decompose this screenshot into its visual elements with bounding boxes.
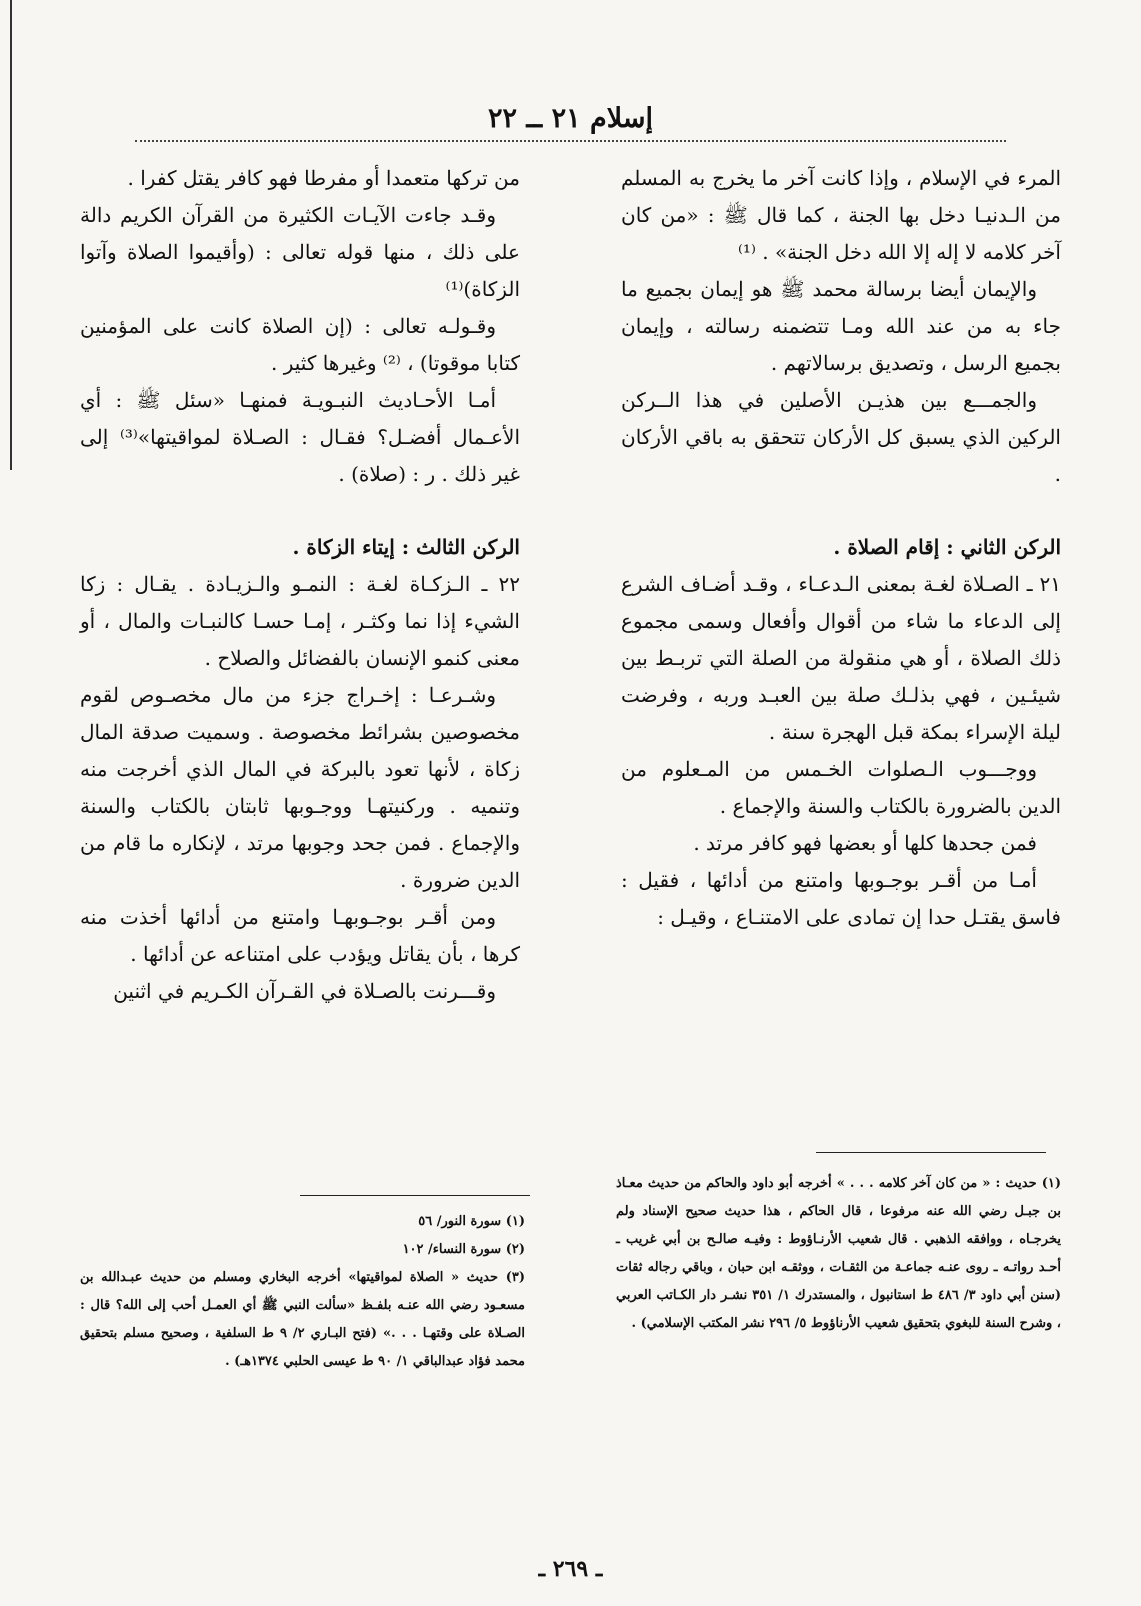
paragraph: والإيمان أيضا برسالة محمد ﷺ هو إيمان بجميع ما جاء به من عند الله ومـا تتضمنه رسالته ، وإيمان بجميع الرسل ، وتصديق برسالاتهم . <box>621 277 1061 375</box>
paragraph: وقـــرنت بالصـلاة في القـرآن الكـريم في اثنين <box>113 979 496 1003</box>
paragraph: من تركها متعمدا أو مفرطا فهو كافر يقتل كفرا . <box>127 166 520 190</box>
paragraph: والجمـــع بين هذيـن الأصلين في هذا الــركن الركين الذي يسبق كل الأركان تتحقق به باقي الأركان . <box>621 388 1061 486</box>
footnotes-left <box>80 1208 525 1376</box>
paragraph: وشـرعـا : إخـراج جزء من مال مخصـوص لقوم مخصوصين بشرائط مخصوصة . وسميت صدقة المال زكاة ، لأنها تعود بالبركة في المال الذي أخرجت منه وتنميه . وركنيتهـا ووجـوبها ثابتان بالكتاب والسنة والإجماع . فمن جحد وجوبها مرتد ، لإنكاره ما قام من الدين ضرورة . <box>80 683 520 892</box>
paragraph: المرء في الإسلام ، وإذا كانت آخر ما يخرج به المسلم من الـدنيـا دخل بها الجنة ، كما قال ﷺ : «من كان آخر كلامه لا إله إلا الله دخل الجنة» . ⁽¹⁾ <box>621 166 1061 264</box>
footnotes-right <box>616 1170 1061 1338</box>
footnote: (٣) حديث « الصلاة لمواقيتها» أخرجه البخاري ومسلم من حديث عبـدالله بن مسعـود رضي الله عنـه بلفـظ «سألت النبي ﷺ أي العمـل أحب إلى الله؟ قال : الصـلاة على وقتهـا . . .» (فتح البـاري ٢/ ٩ ط السلفية ، وصحيح مسلم بتحقيق محمد فؤاد عبدالباقي ١/ ٩٠ ط عيسى الحلبي ١٣٧٤هـ) . <box>80 1270 525 1369</box>
page-number: ـ ٢٦٩ ـ <box>538 1556 603 1582</box>
footnote-rule-right <box>816 1152 1046 1153</box>
footnote: (١) سورة النور/ ٥٦ <box>418 1214 525 1229</box>
section-heading: الركن الثاني : إقام الصلاة . <box>833 535 1061 559</box>
paragraph-gap <box>621 493 1061 529</box>
paragraph: ووجـــوب الـصلوات الخـمس من المـعلوم من الدين بالضرورة بالكتاب والسنة والإجماع . <box>621 757 1061 818</box>
paragraph: وقـولـه تعالى : (إن الصلاة كانت على المؤمنين كتابا موقوتا) ، ⁽²⁾ وغيرها كثير . <box>80 314 520 375</box>
footnote-rule-left <box>300 1195 530 1196</box>
section-heading: الركن الثالث : إيتاء الزكاة . <box>292 535 520 559</box>
page-header: إسلام ٢١ ــ ٢٢ <box>487 103 653 134</box>
paragraph: أمـا الأحـاديث النبـويـة فمنهـا «سئل ﷺ : أي الأعـمال أفضـل؟ فقـال : الصـلاة لمواقيتها»⁽³⁾ إلى غير ذلك . ر : (صلاة) . <box>80 388 520 486</box>
scan-edge-line <box>10 0 12 470</box>
paragraph: ومن أقـر بوجـوبهـا وامتنع من أدائها أخذت منه كرها ، بأن يقاتل ويؤدب على امتناعه عن أدائها . <box>80 905 520 966</box>
right-column <box>621 160 1061 936</box>
left-column <box>80 160 520 1010</box>
paragraph: ٢١ ـ الصـلاة لغـة بمعنى الـدعـاء ، وقـد أضـاف الشرع إلى الدعاء ما شاء من أقوال وأفعال وسمى مجموع ذلك الصلاة ، أو هي منقولة من الصلة التي تربـط بين شيئـين ، فهي بذلـك صلة بين العبـد وربه ، وفرضت ليلة الإسراء بمكة قبل الهجرة سنة . <box>621 572 1061 744</box>
footnote: (٢) سورة النساء/ ١٠٢ <box>402 1242 525 1257</box>
header-dotted-rule <box>135 140 1006 142</box>
paragraph: أمـا من أقـر بوجـوبها وامتنع من أدائها ، فقيل : فاسق يقتـل حدا إن تمادى على الامتنـاع ، وقيـل : <box>621 868 1061 929</box>
paragraph-gap <box>80 493 520 529</box>
footnote: (١) حديث : « من كان آخر كلامه . . . » أخرجه أبو داود والحاكم من حديث معـاذ بن جبـل رضي الله عنه مرفوعا ، قال الحاكم ، هذا حديث صحيح الإسناد ولم يخرجـاه ، ووافقه الذهبي . قال شعيب الأرنـاؤوط : وفيـه صالـح بن أبي غريب ـ أحـد رواتـه ـ روى عنـه جماعـة من الثقـات ، ووثقـه ابن حبان ، وباقي رجاله ثقات (سنن أبي داود ٣/ ٤٨٦ ط استانبول ، والمستدرك ١/ ٣٥١ نشـر دار الكـاتب العربي ، وشرح السنة للبغوي بتحقيق شعيب الأرناؤوط ٥/ ٢٩٦ نشر المكتب الإسلامي) . <box>616 1176 1061 1331</box>
paragraph: ٢٢ ـ الـزكـاة لغـة : النمـو والـزيـادة . يقـال : زكا الشيء إذا نما وكثـر ، إمـا حسـا كالنبـات والمال ، أو معنى كنمو الإنسان بالفضائل والصلاح . <box>80 572 520 670</box>
paragraph: فمن جحدها كلها أو بعضها فهو كافر مرتد . <box>693 831 1037 855</box>
paragraph: وقـد جاءت الآيـات الكثيرة من القرآن الكريم دالة على ذلك ، منها قوله تعالى : (وأقيموا الصلاة وآتوا الزكاة)⁽¹⁾ <box>80 203 520 301</box>
